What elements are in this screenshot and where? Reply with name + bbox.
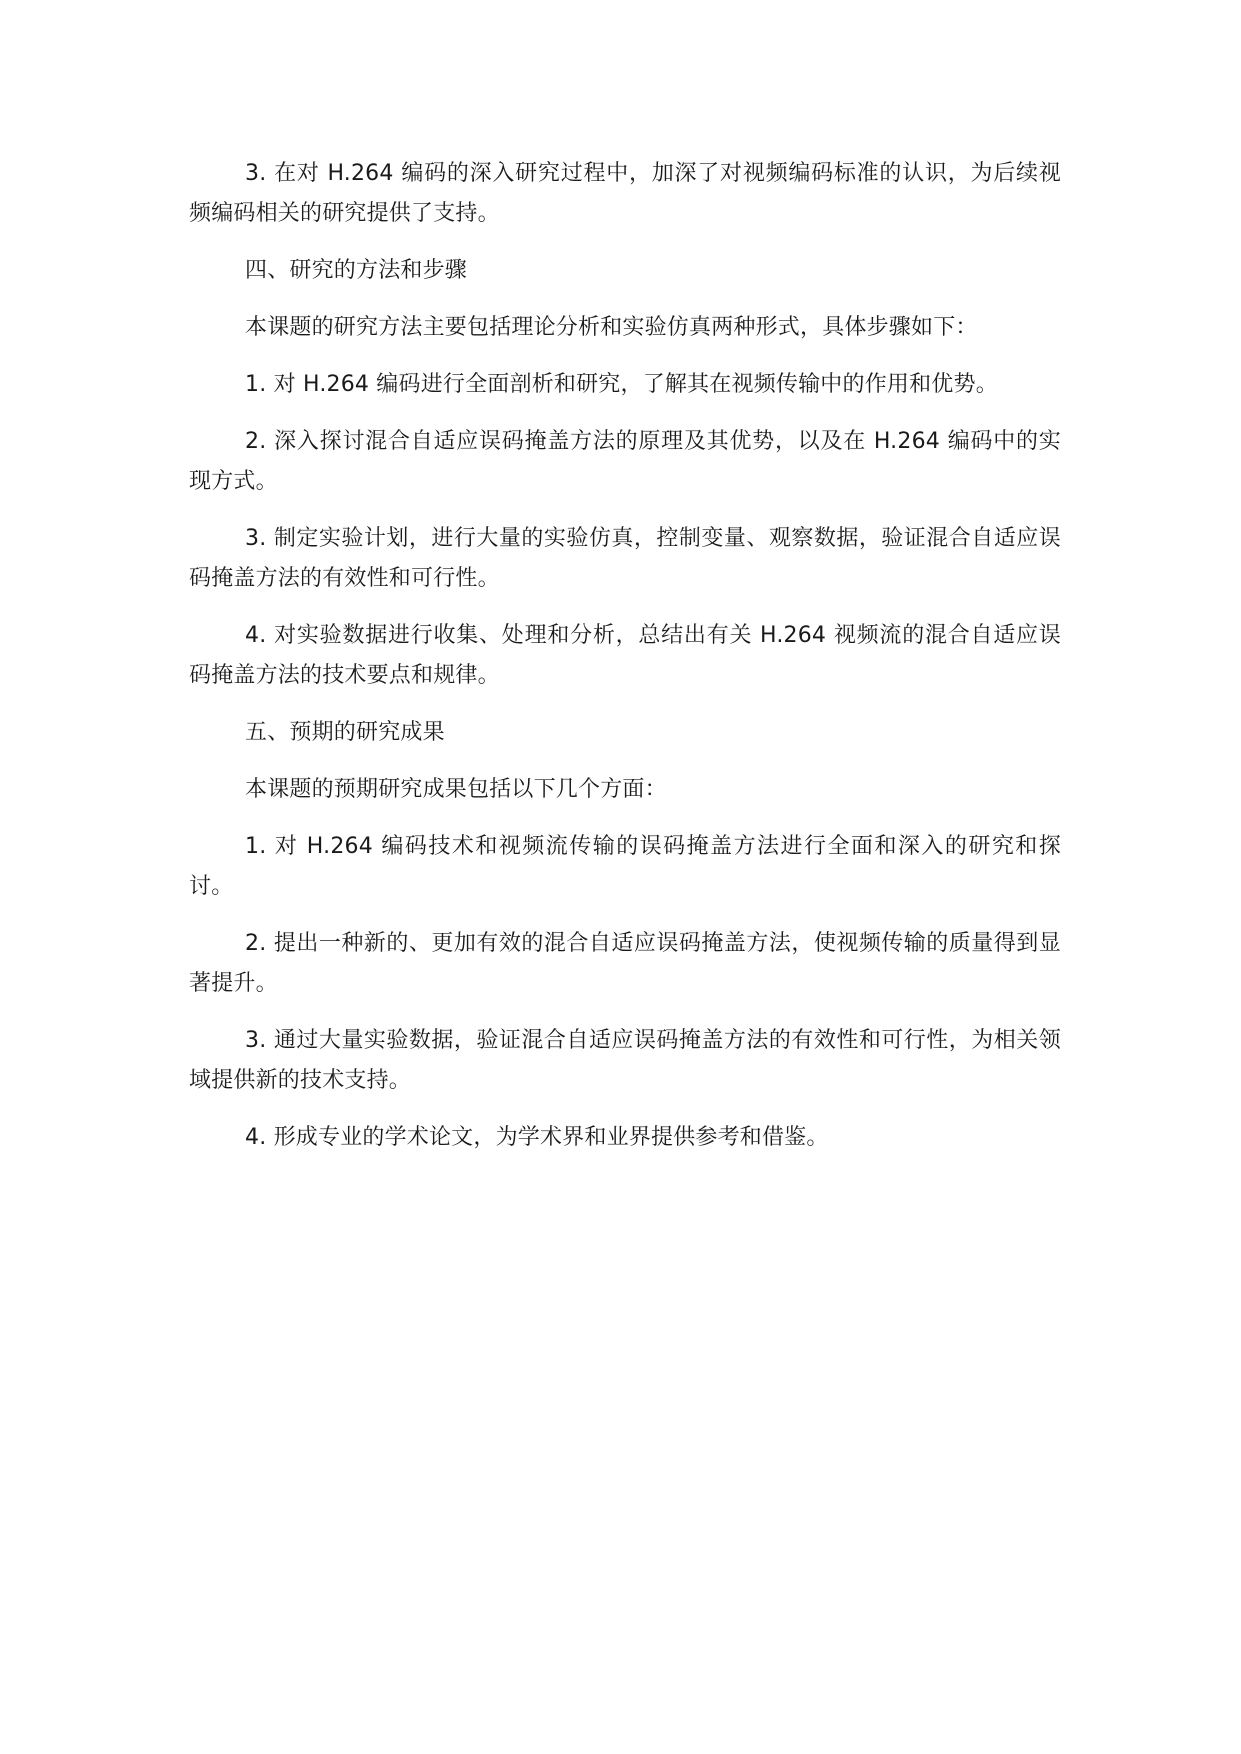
expected-result-2: 2. 提出一种新的、更加有效的混合自适应误码掩盖方法，使视频传输的质量得到显著提升。 — [189, 931, 1061, 996]
paragraph-item-3-result: 3. 在对 H.264 编码的深入研究过程中，加深了对视频编码标准的认识，为后续视频编码相关的研究提供了支持。 — [189, 161, 1061, 226]
section-heading-expected-results: 五、预期的研究成果 — [245, 720, 445, 745]
methods-step-4: 4. 对实验数据进行收集、处理和分析，总结出有关 H.264 视频流的混合自适应误码掩盖方法的技术要点和规律。 — [189, 623, 1061, 688]
document-body — [189, 154, 1061, 1158]
methods-step-2: 2. 深入探讨混合自适应误码掩盖方法的原理及其优势，以及在 H.264 编码中的实现方式。 — [189, 429, 1061, 494]
section-heading-methods: 四、研究的方法和步骤 — [245, 258, 468, 283]
expected-result-4: 4. 形成专业的学术论文，为学术界和业界提供参考和借鉴。 — [245, 1125, 829, 1150]
expected-results-intro-paragraph: 本课题的预期研究成果包括以下几个方面： — [245, 777, 667, 802]
expected-result-3: 3. 通过大量实验数据，验证混合自适应误码掩盖方法的有效性和可行性，为相关领域提供新的技术支持。 — [189, 1028, 1061, 1093]
expected-result-1: 1. 对 H.264 编码技术和视频流传输的误码掩盖方法进行全面和深入的研究和探讨。 — [189, 834, 1061, 899]
methods-step-3: 3. 制定实验计划，进行大量的实验仿真，控制变量、观察数据，验证混合自适应误码掩盖方法的有效性和可行性。 — [189, 526, 1061, 591]
methods-intro-paragraph: 本课题的研究方法主要包括理论分析和实验仿真两种形式，具体步骤如下： — [245, 315, 978, 340]
methods-step-1: 1. 对 H.264 编码进行全面剖析和研究，了解其在视频传输中的作用和优势。 — [245, 372, 998, 397]
